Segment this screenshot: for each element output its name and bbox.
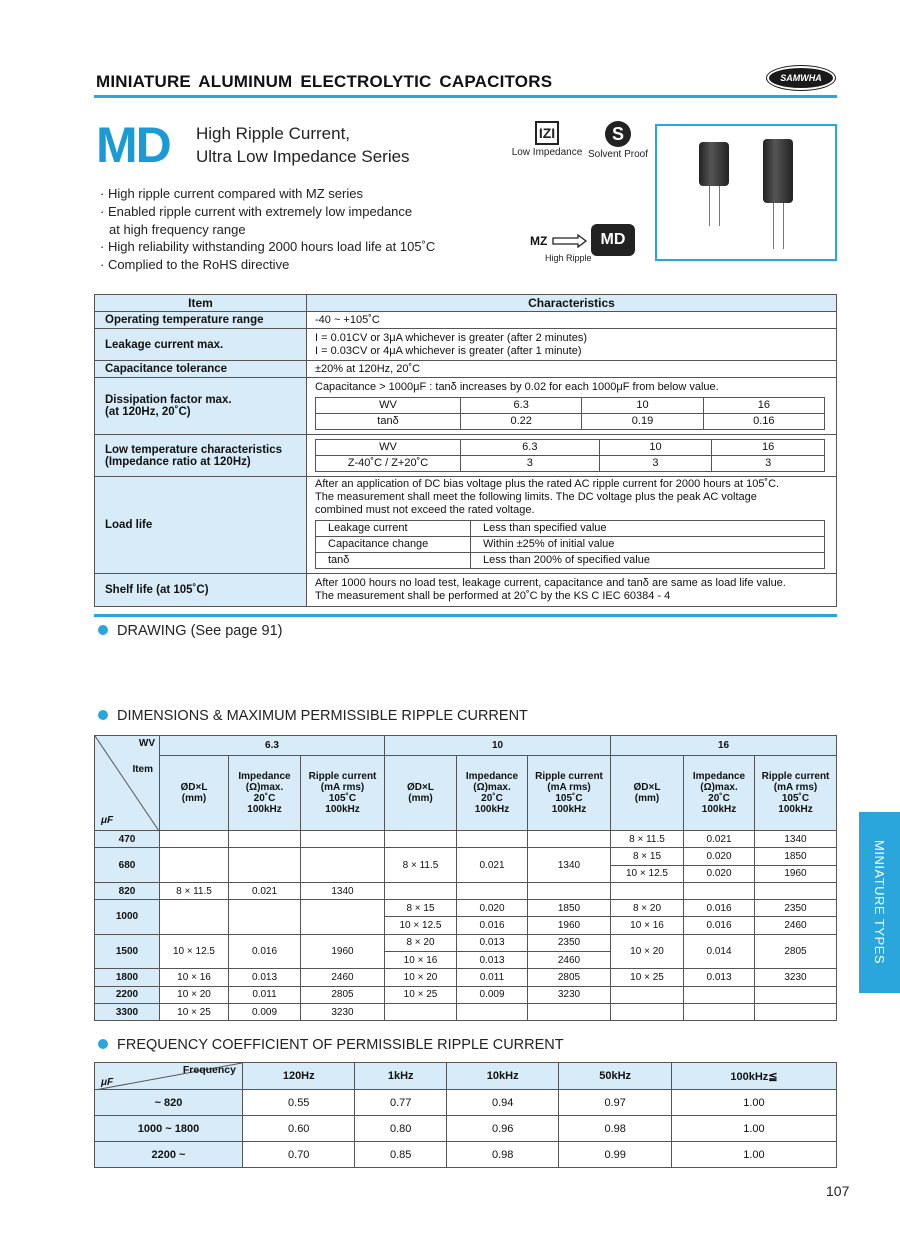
lt-wv: 10 bbox=[599, 440, 712, 456]
load-note-line: combined must not exceed the rated voltage. bbox=[315, 504, 535, 516]
row-uf: 470 bbox=[95, 831, 160, 848]
table-row bbox=[95, 882, 837, 899]
table-row bbox=[95, 848, 837, 865]
spec-item bbox=[95, 378, 307, 435]
leakage-line2: I = 0.03CV or 4μA whichever is greater (after 1 minute) bbox=[315, 344, 582, 357]
drawing-heading bbox=[98, 623, 282, 639]
cell-ripple: 1340 bbox=[528, 848, 611, 883]
df-wv-label: WV bbox=[316, 398, 461, 414]
cell-impedance: 0.009 bbox=[457, 986, 528, 1003]
freq-coef: 0.97 bbox=[559, 1090, 671, 1116]
low-impedance-label: Low Impedance bbox=[511, 147, 583, 158]
cell-impedance: 0.016 bbox=[457, 917, 528, 934]
cell-empty bbox=[755, 882, 837, 899]
freq-coef: 0.99 bbox=[559, 1142, 671, 1168]
load-param: tanδ bbox=[316, 553, 471, 569]
df-table bbox=[315, 397, 825, 430]
cell-ripple: 3230 bbox=[528, 986, 611, 1003]
freq-coef: 0.70 bbox=[243, 1142, 355, 1168]
spec-item: Leakage current max. bbox=[95, 329, 307, 361]
cell-empty bbox=[229, 900, 301, 935]
freq-coef: 1.00 bbox=[671, 1116, 836, 1142]
cell-ripple: 2460 bbox=[528, 952, 611, 969]
load-limit: Less than 200% of specified value bbox=[471, 553, 825, 569]
cell-empty bbox=[684, 1003, 755, 1020]
cell-size: 8 × 11.5 bbox=[385, 848, 457, 883]
imp-l1: Impedance bbox=[692, 771, 746, 782]
series-code: MD bbox=[96, 117, 170, 173]
spec-value: ±20% at 120Hz, 20˚C bbox=[307, 361, 837, 378]
sub-header-size bbox=[385, 756, 457, 831]
cell-impedance: 0.016 bbox=[684, 917, 755, 934]
size-unit: (mm) bbox=[181, 793, 207, 804]
imp-l1: Impedance bbox=[238, 771, 291, 782]
shelf-line1: After 1000 hours no load test, leakage current, capacitance and tanδ are same as load life value. bbox=[315, 577, 786, 589]
cell-ripple: 2805 bbox=[301, 986, 385, 1003]
cell-impedance: 0.021 bbox=[457, 848, 528, 883]
cell-empty bbox=[684, 986, 755, 1003]
spec-item: Shelf life (at 105˚C) bbox=[95, 574, 307, 607]
drawing-label: DRAWING bbox=[117, 623, 187, 639]
cell-ripple: 3230 bbox=[755, 969, 837, 986]
load-param: Leakage current bbox=[316, 521, 471, 537]
solvent-proof-badge bbox=[587, 121, 649, 160]
rip-l2: (mA rms) bbox=[547, 782, 591, 793]
lead-wire bbox=[709, 186, 710, 226]
specification-table bbox=[94, 294, 837, 607]
capacitor-image-small bbox=[699, 142, 729, 186]
size-unit: (mm) bbox=[408, 793, 433, 804]
product-photo bbox=[655, 124, 837, 261]
solvent-proof-label: Solvent Proof bbox=[587, 149, 649, 160]
lead-wire bbox=[783, 203, 784, 249]
row-uf: 820 bbox=[95, 882, 160, 899]
frequency-table bbox=[94, 1062, 837, 1168]
table-row bbox=[95, 1142, 837, 1168]
df-wv: 6.3 bbox=[461, 398, 582, 414]
rip-l1: Ripple current bbox=[535, 771, 603, 782]
cell-size: 8 × 20 bbox=[385, 934, 457, 951]
cell-size: 10 × 20 bbox=[611, 934, 684, 969]
rip-l4: 100kHz bbox=[778, 804, 813, 815]
corner-uf: μF bbox=[101, 1077, 114, 1088]
solvent-proof-icon: S bbox=[605, 121, 631, 147]
cell-empty bbox=[301, 900, 385, 935]
spec-item bbox=[95, 435, 307, 477]
row-uf: 1000 bbox=[95, 900, 160, 935]
load-note-line: After an application of DC bias voltage plus the rated AC ripple current for 2000 hours at 105˚C. bbox=[315, 478, 780, 490]
cell-impedance: 0.011 bbox=[457, 969, 528, 986]
sub-header-ripple bbox=[755, 756, 837, 831]
freq-row-label: 2200 ~ bbox=[95, 1142, 243, 1168]
feature-item: · Complied to the RoHS directive bbox=[100, 257, 290, 273]
imp-l3: 20˚C bbox=[708, 793, 730, 804]
lowtemp-label: Low temperature characteristics bbox=[105, 443, 283, 456]
series-description bbox=[196, 122, 410, 168]
df-wv: 16 bbox=[703, 398, 824, 414]
spec-value bbox=[307, 477, 837, 574]
cell-ripple: 1340 bbox=[301, 882, 385, 899]
spec-value: -40 ~ +105˚C bbox=[307, 312, 837, 329]
cell-empty bbox=[301, 831, 385, 848]
cell-impedance: 0.020 bbox=[684, 865, 755, 882]
lt-wv: 6.3 bbox=[461, 440, 600, 456]
freq-coef: 0.60 bbox=[243, 1116, 355, 1142]
imp-l1: Impedance bbox=[465, 771, 519, 782]
table-row bbox=[95, 969, 837, 986]
df-note: Capacitance > 1000μF : tanδ increases by 0.02 for each 1000μF from below value. bbox=[315, 381, 719, 393]
cell-empty bbox=[160, 848, 229, 883]
shelf-line2: The measurement shall be performed at 20˚C by the KS C IEC 60384 - 4 bbox=[315, 590, 671, 602]
freq-coef: 0.98 bbox=[446, 1142, 558, 1168]
upgrade-to: MD bbox=[591, 224, 635, 256]
df-condition: (at 120Hz, 20˚C) bbox=[105, 406, 191, 418]
wv-header: 16 bbox=[611, 736, 837, 756]
cell-empty bbox=[528, 1003, 611, 1020]
cell-impedance: 0.021 bbox=[229, 882, 301, 899]
cell-empty bbox=[611, 882, 684, 899]
spec-value bbox=[307, 574, 837, 607]
cell-impedance: 0.013 bbox=[684, 969, 755, 986]
cell-size: 8 × 15 bbox=[611, 848, 684, 865]
size-label: ØD×L bbox=[180, 782, 208, 793]
cell-impedance: 0.014 bbox=[684, 934, 755, 969]
freq-coef: 0.55 bbox=[243, 1090, 355, 1116]
table-row bbox=[95, 1003, 837, 1020]
size-label: ØD×L bbox=[407, 782, 434, 793]
load-limit: Within ±25% of initial value bbox=[471, 537, 825, 553]
freq-coef: 0.77 bbox=[355, 1090, 447, 1116]
lt-z-label: Z-40˚C / Z+20˚C bbox=[316, 456, 461, 472]
cell-empty bbox=[229, 848, 301, 883]
cell-empty bbox=[611, 1003, 684, 1020]
series-desc-line2: Ultra Low Impedance Series bbox=[196, 147, 410, 166]
sub-header-impedance bbox=[684, 756, 755, 831]
arrow-right-icon bbox=[552, 234, 588, 248]
cell-impedance: 0.020 bbox=[684, 848, 755, 865]
cell-ripple: 1960 bbox=[301, 934, 385, 969]
row-uf: 1800 bbox=[95, 969, 160, 986]
imp-l3: 20˚C bbox=[481, 793, 503, 804]
freq-col-header: 50kHz bbox=[559, 1063, 671, 1090]
page-number: 107 bbox=[826, 1183, 850, 1199]
section-rule bbox=[94, 614, 837, 617]
cell-ripple: 1850 bbox=[755, 848, 837, 865]
cell-ripple: 2805 bbox=[528, 969, 611, 986]
load-note bbox=[315, 478, 828, 517]
cell-empty bbox=[684, 882, 755, 899]
spec-value bbox=[307, 329, 837, 361]
cell-ripple: 2460 bbox=[755, 917, 837, 934]
cell-ripple: 1340 bbox=[755, 831, 837, 848]
cell-impedance: 0.016 bbox=[684, 900, 755, 917]
lt-z: 3 bbox=[461, 456, 600, 472]
cell-impedance: 0.011 bbox=[229, 986, 301, 1003]
rip-l3: 105˚C bbox=[555, 793, 583, 804]
df-wv: 10 bbox=[582, 398, 703, 414]
cell-ripple: 1960 bbox=[755, 865, 837, 882]
lead-wire bbox=[719, 186, 720, 226]
cell-ripple: 2805 bbox=[755, 934, 837, 969]
low-impedance-icon: IZI bbox=[535, 121, 559, 145]
feature-list bbox=[100, 185, 435, 274]
cell-impedance: 0.021 bbox=[684, 831, 755, 848]
cell-size: 10 × 20 bbox=[160, 986, 229, 1003]
capacitor-image-large bbox=[763, 139, 793, 203]
freq-row-label: ~ 820 bbox=[95, 1090, 243, 1116]
cell-empty bbox=[160, 900, 229, 935]
cell-empty bbox=[301, 848, 385, 883]
cell-size: 8 × 11.5 bbox=[611, 831, 684, 848]
dimensions-title: DIMENSIONS & MAXIMUM PERMISSIBLE RIPPLE CURRENT bbox=[117, 708, 528, 724]
df-tan-label: tanδ bbox=[316, 414, 461, 430]
df-tan: 0.22 bbox=[461, 414, 582, 430]
freq-coef: 1.00 bbox=[671, 1142, 836, 1168]
leakage-line1: I = 0.01CV or 3μA whichever is greater (after 2 minutes) bbox=[315, 331, 587, 344]
sub-header-ripple bbox=[528, 756, 611, 831]
lowtemp-condition: (Impedance ratio at 120Hz) bbox=[105, 455, 251, 468]
feature-item: · High reliability withstanding 2000 hours load life at 105˚C bbox=[100, 239, 436, 255]
load-limit: Less than specified value bbox=[471, 521, 825, 537]
cell-empty bbox=[160, 831, 229, 848]
freq-col-header: 10kHz bbox=[446, 1063, 558, 1090]
imp-l2: (Ω)max. bbox=[700, 782, 738, 793]
corner-item: Item bbox=[132, 764, 153, 775]
imp-l2: (Ω)max. bbox=[245, 782, 284, 793]
rip-l1: Ripple current bbox=[761, 771, 830, 782]
freq-coef: 0.85 bbox=[355, 1142, 447, 1168]
load-life-table bbox=[315, 520, 825, 569]
cell-size: 10 × 16 bbox=[611, 917, 684, 934]
col-header-item: Item bbox=[95, 295, 307, 312]
spec-item: Load life bbox=[95, 477, 307, 574]
upgrade-from: MZ bbox=[530, 234, 548, 248]
sub-header-size bbox=[160, 756, 229, 831]
freq-coef: 0.94 bbox=[446, 1090, 558, 1116]
lowtemp-table bbox=[315, 439, 825, 472]
cell-impedance: 0.013 bbox=[229, 969, 301, 986]
spec-item: Capacitance tolerance bbox=[95, 361, 307, 378]
cell-empty bbox=[229, 831, 301, 848]
feature-item: at high frequency range bbox=[109, 221, 246, 237]
lt-wv-label: WV bbox=[316, 440, 461, 456]
col-header-characteristics: Characteristics bbox=[307, 295, 837, 312]
samwha-logo: SAMWHA bbox=[767, 66, 835, 90]
table-row bbox=[95, 831, 837, 848]
rip-l1: Ripple current bbox=[308, 771, 377, 782]
cell-empty bbox=[385, 882, 457, 899]
cell-size: 10 × 16 bbox=[160, 969, 229, 986]
corner-uf: μF bbox=[101, 815, 114, 826]
sub-header-size bbox=[611, 756, 684, 831]
corner-cell bbox=[95, 736, 160, 831]
imp-l4: 100kHz bbox=[701, 804, 737, 815]
spec-value bbox=[307, 378, 837, 435]
cell-empty bbox=[385, 1003, 457, 1020]
spec-item: Operating temperature range bbox=[95, 312, 307, 329]
size-label: ØD×L bbox=[633, 782, 661, 793]
freq-col-header: 1kHz bbox=[355, 1063, 447, 1090]
cell-ripple: 2350 bbox=[755, 900, 837, 917]
cell-empty bbox=[457, 1003, 528, 1020]
corner-wv: WV bbox=[138, 738, 155, 749]
feature-item: · High ripple current compared with MZ series bbox=[100, 186, 363, 201]
rip-l4: 100kHz bbox=[551, 804, 587, 815]
cell-size: 8 × 20 bbox=[611, 900, 684, 917]
cell-size: 8 × 11.5 bbox=[160, 882, 229, 899]
row-uf: 2200 bbox=[95, 986, 160, 1003]
df-tan: 0.19 bbox=[582, 414, 703, 430]
cell-size: 10 × 16 bbox=[385, 952, 457, 969]
freq-coef: 0.98 bbox=[559, 1116, 671, 1142]
cell-empty bbox=[385, 831, 457, 848]
cell-size: 10 × 12.5 bbox=[160, 934, 229, 969]
cell-ripple: 1850 bbox=[528, 900, 611, 917]
sub-header-impedance bbox=[457, 756, 528, 831]
cell-empty bbox=[611, 986, 684, 1003]
cell-size: 10 × 25 bbox=[385, 986, 457, 1003]
cell-size: 10 × 25 bbox=[611, 969, 684, 986]
spec-value bbox=[307, 435, 837, 477]
frequency-heading bbox=[98, 1037, 564, 1053]
frequency-title: FREQUENCY COEFFICIENT OF PERMISSIBLE RIPPLE CURRENT bbox=[117, 1037, 564, 1053]
cell-ripple: 1960 bbox=[528, 917, 611, 934]
dimensions-heading bbox=[98, 708, 528, 724]
lt-z: 3 bbox=[599, 456, 712, 472]
imp-l4: 100kHz bbox=[474, 804, 510, 815]
drawing-page-ref: (See page 91) bbox=[190, 623, 283, 639]
cell-impedance: 0.020 bbox=[457, 900, 528, 917]
rip-l3: 105˚C bbox=[781, 793, 810, 804]
row-uf: 3300 bbox=[95, 1003, 160, 1020]
freq-col-header: 100kHz≦ bbox=[671, 1063, 836, 1090]
imp-l4: 100kHz bbox=[247, 804, 282, 815]
bullet-dot-icon bbox=[98, 710, 108, 720]
row-uf: 1500 bbox=[95, 934, 160, 969]
dimensions-table bbox=[94, 735, 837, 1021]
freq-coef: 0.80 bbox=[355, 1116, 447, 1142]
wv-header: 10 bbox=[385, 736, 611, 756]
cell-empty bbox=[457, 882, 528, 899]
page-title: MINIATURE ALUMINUM ELECTROLYTIC CAPACITORS bbox=[96, 72, 553, 91]
freq-row-label: 1000 ~ 1800 bbox=[95, 1116, 243, 1142]
cell-empty bbox=[755, 986, 837, 1003]
rip-l4: 100kHz bbox=[325, 804, 360, 815]
cell-ripple: 2350 bbox=[528, 934, 611, 951]
lead-wire bbox=[773, 203, 774, 249]
feature-item: · Enabled ripple current with extremely low impedance bbox=[100, 203, 413, 219]
cell-size: 10 × 12.5 bbox=[611, 865, 684, 882]
rip-l2: (mA rms) bbox=[773, 782, 818, 793]
sub-header-ripple bbox=[301, 756, 385, 831]
cell-empty bbox=[457, 831, 528, 848]
cell-empty bbox=[528, 882, 611, 899]
low-impedance-badge bbox=[511, 121, 583, 158]
freq-coef: 1.00 bbox=[671, 1090, 836, 1116]
freq-coef: 0.96 bbox=[446, 1116, 558, 1142]
table-row bbox=[95, 986, 837, 1003]
upgrade-label: High Ripple bbox=[545, 253, 592, 263]
cell-impedance: 0.013 bbox=[457, 952, 528, 969]
rip-l3: 105˚C bbox=[328, 793, 357, 804]
bullet-dot-icon bbox=[98, 625, 108, 635]
bullet-dot-icon bbox=[98, 1039, 108, 1049]
df-label: Dissipation factor max. bbox=[105, 394, 232, 406]
table-row bbox=[95, 1116, 837, 1142]
lt-wv: 16 bbox=[712, 440, 825, 456]
cell-impedance: 0.013 bbox=[457, 934, 528, 951]
rip-l2: (mA rms) bbox=[320, 782, 365, 793]
corner-frequency: Frequency bbox=[182, 1064, 236, 1076]
freq-col-header: 120Hz bbox=[243, 1063, 355, 1090]
cell-impedance: 0.009 bbox=[229, 1003, 301, 1020]
load-note-line: The measurement shall meet the following limits. The DC voltage plus the peak AC voltage bbox=[315, 491, 757, 503]
cell-empty bbox=[755, 1003, 837, 1020]
table-row bbox=[95, 900, 837, 917]
freq-corner-cell bbox=[95, 1063, 243, 1090]
load-param: Capacitance change bbox=[316, 537, 471, 553]
table-row bbox=[95, 934, 837, 951]
cell-size: 10 × 12.5 bbox=[385, 917, 457, 934]
cell-impedance: 0.016 bbox=[229, 934, 301, 969]
imp-l3: 20˚C bbox=[253, 793, 276, 804]
header-rule bbox=[94, 95, 837, 98]
row-uf: 680 bbox=[95, 848, 160, 883]
cell-ripple: 3230 bbox=[301, 1003, 385, 1020]
series-desc-line1: High Ripple Current, bbox=[196, 124, 351, 143]
imp-l2: (Ω)max. bbox=[473, 782, 511, 793]
df-tan: 0.16 bbox=[703, 414, 824, 430]
cell-ripple: 2460 bbox=[301, 969, 385, 986]
sub-header-impedance bbox=[229, 756, 301, 831]
cell-size: 10 × 25 bbox=[160, 1003, 229, 1020]
cell-size: 10 × 20 bbox=[385, 969, 457, 986]
table-row bbox=[95, 1090, 837, 1116]
side-tab-miniature-types: MINIATURE TYPES bbox=[859, 812, 900, 993]
lt-z: 3 bbox=[712, 456, 825, 472]
cell-size: 8 × 15 bbox=[385, 900, 457, 917]
size-unit: (mm) bbox=[634, 793, 660, 804]
wv-header: 6.3 bbox=[160, 736, 385, 756]
cell-empty bbox=[528, 831, 611, 848]
